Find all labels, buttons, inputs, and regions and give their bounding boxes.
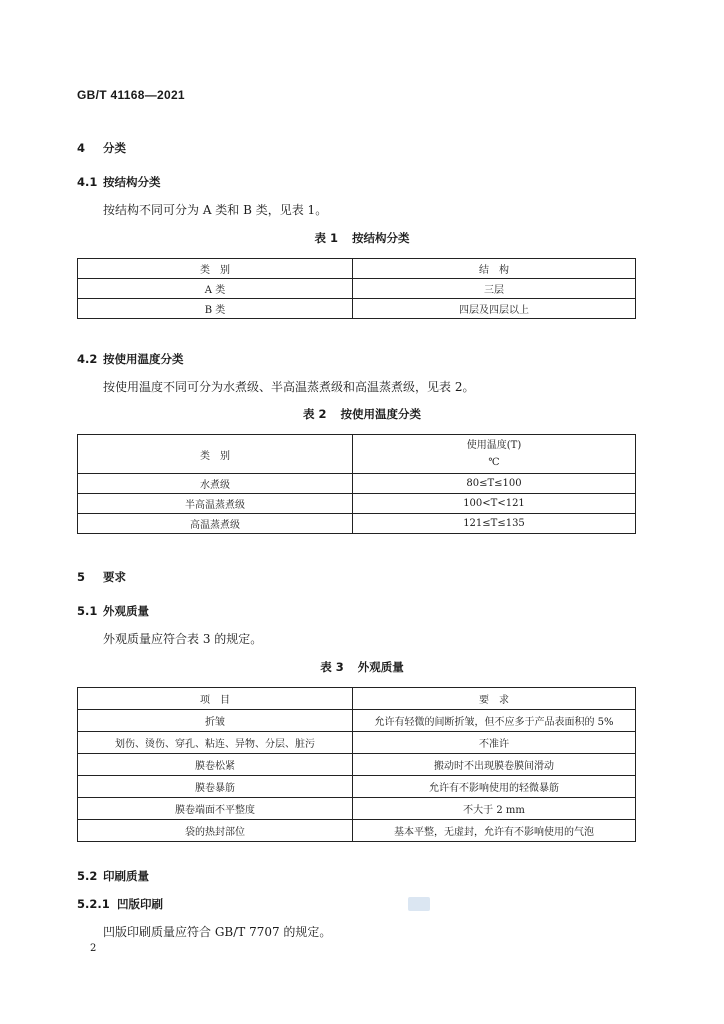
table-cell: 半高温蒸煮级: [78, 494, 353, 514]
section-number: 5: [77, 570, 86, 584]
section-4-1-heading: [77, 174, 161, 190]
table-cell: 折皱: [78, 710, 353, 732]
table-row: [78, 494, 636, 514]
section-title: 按结构分类: [103, 175, 161, 189]
temperature-label: 使用温度(T): [466, 440, 522, 451]
table-cell: 划伤、烫伤、穿孔、粘连、异物、分层、脏污: [78, 732, 353, 754]
section-5-2-1-heading: [77, 896, 163, 912]
header-cell: 类 别: [78, 435, 353, 474]
table-cell: 袋的热封部位: [78, 820, 353, 842]
section-5-2-heading: [77, 868, 149, 884]
table-cell: 膜卷端面不平整度: [78, 798, 353, 820]
table-cell: 三层: [353, 279, 636, 299]
table-cell: 不准许: [353, 732, 636, 754]
table-row: [78, 474, 636, 494]
caption-number: 表 1: [314, 231, 338, 245]
header-cell: 结 构: [353, 259, 636, 279]
table-cell: 80≤T≤100: [353, 474, 636, 494]
caption-number: 表 3: [320, 660, 344, 674]
header-cell: 要 求: [353, 688, 636, 710]
section-4-heading: [77, 140, 126, 156]
table-cell: B 类: [78, 299, 353, 319]
table-row: [78, 710, 636, 732]
table-header-row: [78, 688, 636, 710]
table-3: [77, 687, 636, 842]
section-4-2-heading: [77, 351, 184, 367]
section-title: 按使用温度分类: [103, 352, 184, 366]
section-title: 分类: [103, 141, 126, 155]
table-cell: 四层及四层以上: [353, 299, 636, 319]
caption-title: 按结构分类: [352, 231, 410, 245]
section-number: 5.2: [77, 869, 98, 883]
table-2: [77, 434, 636, 534]
table-cell: 121≤T≤135: [353, 514, 636, 534]
section-number: 4.2: [77, 352, 98, 366]
table-cell: 水煮级: [78, 474, 353, 494]
section-5-heading: [77, 569, 126, 585]
table-row: [78, 299, 636, 319]
section-5-1-text: 外观质量应符合表 3 的规定。: [103, 632, 263, 646]
header-cell: 类 别: [78, 259, 353, 279]
table-row: [78, 732, 636, 754]
table-header-row: [78, 435, 636, 474]
watermark-logo: [408, 897, 430, 911]
section-4-2-text: 按使用温度不同可分为水煮级、半高温蒸煮级和高温蒸煮级，见表 2。: [103, 380, 475, 394]
section-number: 5.2.1: [77, 897, 110, 911]
header-cell: 项 目: [78, 688, 353, 710]
table-row: [78, 279, 636, 299]
table-header-row: [78, 259, 636, 279]
table-1-caption: [0, 230, 724, 246]
table-cell: 不大于 2 mm: [353, 798, 636, 820]
table-3-caption: [0, 659, 724, 675]
table-cell: 允许有轻微的间断折皱，但不应多于产品表面积的 5%: [353, 710, 636, 732]
table-cell: 搬动时不出现膜卷膜间滑动: [353, 754, 636, 776]
table-cell: A 类: [78, 279, 353, 299]
page-number: 2: [90, 943, 97, 954]
table-cell: 膜卷暴筋: [78, 776, 353, 798]
table-2-caption: [0, 406, 724, 422]
table-row: [78, 820, 636, 842]
temperature-unit: ℃: [488, 457, 500, 468]
table-row: [78, 798, 636, 820]
caption-number: 表 2: [302, 407, 327, 421]
section-4-1-text: 按结构不同可分为 A 类和 B 类，见表 1。: [103, 203, 328, 217]
standard-code: GB/T 41168—2021: [77, 88, 185, 102]
caption-title: 外观质量: [357, 660, 404, 674]
section-5-2-1-text: 凹版印刷质量应符合 GB/T 7707 的规定。: [103, 925, 332, 939]
section-title: 要求: [103, 570, 126, 584]
table-row: [78, 754, 636, 776]
section-title: 凹版印刷: [117, 897, 163, 911]
section-title: 印刷质量: [103, 869, 149, 883]
section-5-1-heading: [77, 603, 149, 619]
table-cell: 允许有不影响使用的轻微暴筋: [353, 776, 636, 798]
table-cell: 膜卷松紧: [78, 754, 353, 776]
table-cell: 基本平整，无虚封，允许有不影响使用的气泡: [353, 820, 636, 842]
section-title: 外观质量: [103, 604, 149, 618]
section-number: 4.1: [77, 175, 98, 189]
caption-title: 按使用温度分类: [340, 407, 421, 421]
section-number: 5.1: [77, 604, 98, 618]
table-row: [78, 514, 636, 534]
table-1: [77, 258, 636, 319]
section-number: 4: [77, 141, 86, 155]
header-cell-temperature: [353, 435, 636, 474]
table-cell: 100<T<121: [353, 494, 636, 514]
table-cell: 高温蒸煮级: [78, 514, 353, 534]
table-row: [78, 776, 636, 798]
